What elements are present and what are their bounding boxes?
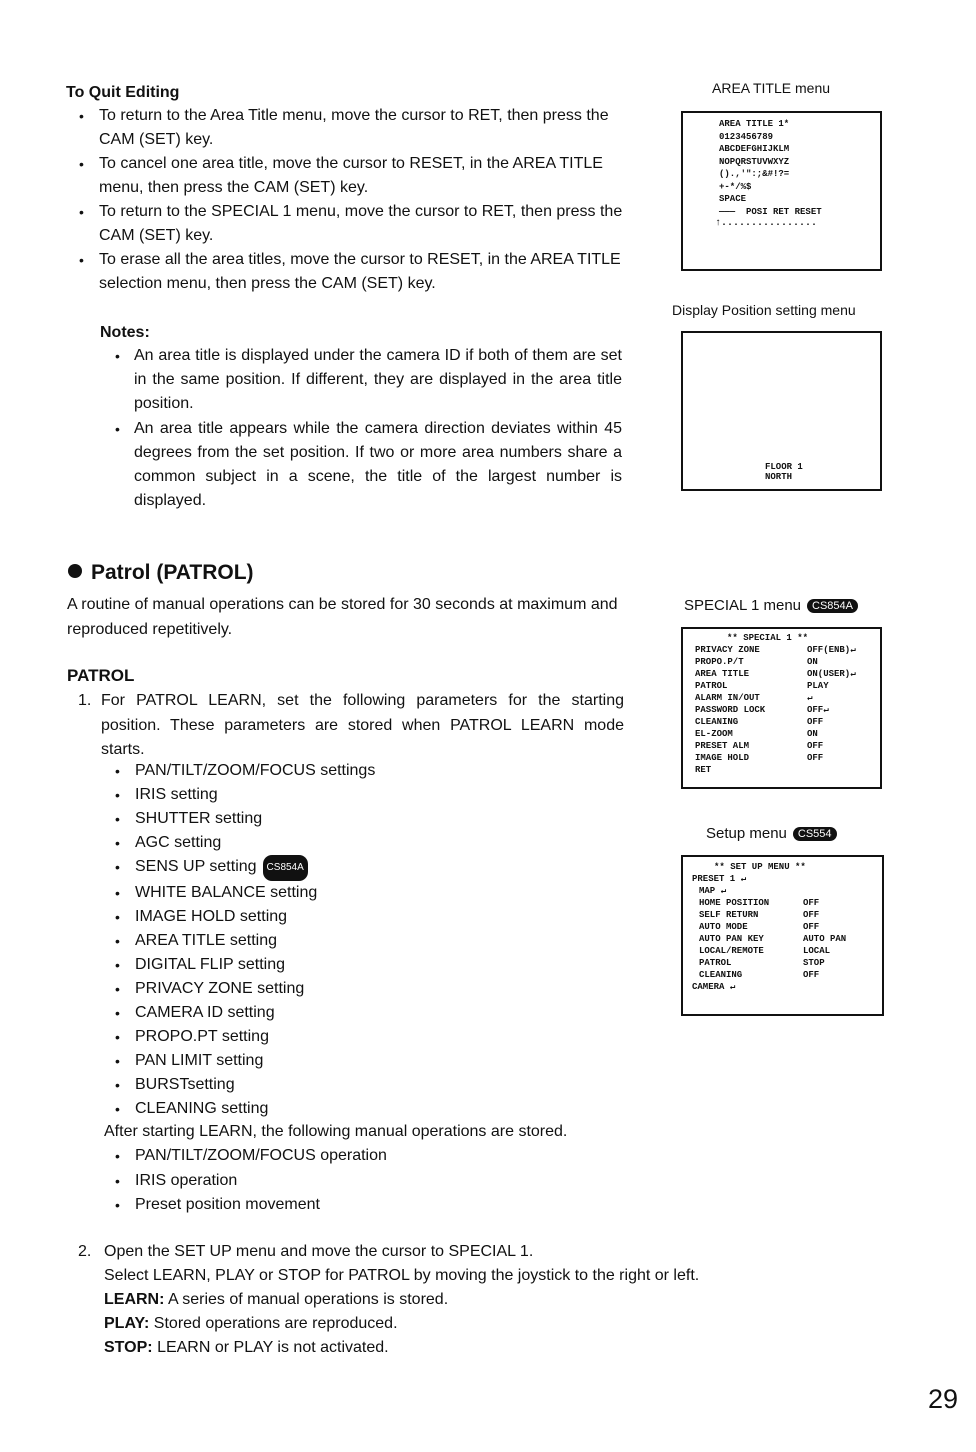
menu-row-value: STOP	[803, 958, 825, 969]
menu-row	[695, 692, 880, 704]
menu-row-value: ON(USER)↵	[807, 669, 856, 679]
area-title-menu-screen	[681, 111, 882, 271]
list-item: • An area title is displayed under the camera ID if both of them are set in the same position. If different, they are displayed in the area title position.	[134, 344, 622, 417]
menu-row-value: OFF	[803, 970, 820, 981]
quit-editing-heading: To Quit Editing	[66, 84, 180, 101]
learn-definition: LEARN: A series of manual operations is stored.	[104, 1291, 449, 1308]
patrol-heading: Patrol (PATROL)	[68, 561, 254, 585]
menu-row	[695, 644, 880, 656]
menu-row-label: AREA TITLE	[695, 669, 750, 679]
menu-row-value: OFF↵	[807, 705, 829, 715]
menu-row	[692, 969, 882, 981]
osd-line: ABCDEFGHIJKLM	[719, 144, 790, 154]
step-2	[78, 1240, 699, 1360]
menu-row	[692, 957, 882, 969]
list-item: • To cancel one area title, move the cursor to RESET, in the AREA TITLE menu, then press the CAM (SET) key.	[99, 152, 623, 200]
list-item: • Preset position movement	[135, 1193, 387, 1218]
menu-row-label: CAMERA ↵	[692, 982, 736, 993]
list-item: • WHITE BALANCE setting	[135, 881, 375, 905]
step-text: For PATROL LEARN, set the following parameters for the starting position. These parameters are stored when PATROL LEARN mode starts.	[101, 692, 624, 758]
menu-row-label: EL-ZOOM	[695, 729, 733, 739]
list-item: • PRIVACY ZONE setting	[135, 977, 375, 1001]
menu-row-value: LOCAL	[803, 946, 831, 957]
display-position-screen	[681, 331, 882, 491]
list-item: • CLEANING setting	[135, 1097, 375, 1121]
stored-operations-list	[135, 1144, 387, 1218]
menu-row-label: CLEANING	[699, 970, 743, 981]
menu-row	[692, 873, 882, 885]
patrol-subheading: PATROL	[67, 666, 135, 685]
special1-menu-screen	[681, 627, 882, 789]
patrol-params-list	[135, 759, 375, 1121]
menu-row-value: OFF	[807, 717, 824, 727]
menu-row-label: PATROL	[699, 958, 732, 969]
list-item: • DIGITAL FLIP setting	[135, 953, 375, 977]
menu-row-label: CLEANING	[695, 717, 739, 727]
step-number: 1.	[78, 692, 92, 709]
list-item: • To return to the Area Title menu, move the cursor to RET, then press the CAM (SET) key.	[99, 104, 623, 152]
osd-rows	[692, 873, 882, 993]
osd-line: SPACE	[719, 194, 747, 204]
list-item: • An area title appears while the camera direction deviates within 45 degrees from the set position. If two or more area numbers share a common subject in a scene, the title of the largest number is displayed.	[134, 417, 622, 514]
setup-menu-screen	[681, 855, 884, 1016]
menu-row-label: PROPO.P/T	[695, 657, 744, 667]
list-item: • PAN LIMIT setting	[135, 1049, 375, 1073]
osd-line: 0123456789	[719, 131, 774, 142]
step-number: 2.	[78, 1243, 92, 1260]
menu-row	[695, 716, 880, 728]
notes-heading: Notes:	[100, 324, 150, 341]
menu-row	[695, 740, 880, 752]
setup-caption: Setup menu CS554	[706, 825, 837, 842]
list-item: • IMAGE HOLD setting	[135, 905, 375, 929]
menu-row-value: OFF(ENB)↵	[807, 645, 856, 655]
menu-row-label: PRESET 1 ↵	[692, 874, 747, 885]
osd-title: ** SET UP MENU **	[714, 862, 806, 872]
step-line: Select LEARN, PLAY or STOP for PATROL by moving the joystick to the right or left.	[104, 1267, 700, 1284]
stop-definition: STOP: LEARN or PLAY is not activated.	[104, 1339, 389, 1356]
osd-line: ↑................	[715, 218, 818, 229]
list-item: • CAMERA ID setting	[135, 1001, 375, 1025]
menu-row-label: PASSWORD LOCK	[695, 705, 766, 715]
osd-line: +-*/%$	[719, 181, 752, 192]
model-badge: CS854A	[263, 855, 308, 881]
list-item: • PAN/TILT/ZOOM/FOCUS operation	[135, 1144, 387, 1169]
area-title-menu-caption: AREA TITLE menu	[712, 80, 831, 96]
patrol-intro: A routine of manual operations can be stored for 30 seconds at maximum and reproduced repetitively.	[67, 596, 618, 638]
menu-row	[695, 704, 880, 716]
osd-rows	[695, 644, 880, 776]
menu-row-label: AUTO MODE	[699, 922, 748, 933]
menu-row	[692, 981, 882, 993]
menu-row-label: LOCAL/REMOTE	[699, 946, 764, 957]
list-item: • AGC setting	[135, 831, 375, 855]
menu-row	[692, 921, 882, 933]
list-item: • IRIS setting	[135, 783, 375, 807]
bullet-dot-icon	[68, 564, 82, 578]
menu-row-label: SELF RETURN	[699, 910, 759, 921]
model-badge: CS854A	[807, 599, 858, 613]
menu-row-label: IMAGE HOLD	[695, 753, 750, 763]
osd-line: FLOOR 1	[765, 462, 803, 472]
menu-row	[692, 885, 882, 897]
osd-line: ().,'":;&#!?=	[719, 169, 790, 179]
play-definition: PLAY: Stored operations are reproduced.	[104, 1315, 398, 1332]
menu-row-label: PATROL	[695, 681, 728, 691]
osd-line: NORTH	[765, 472, 793, 482]
list-item: • AREA TITLE setting	[135, 929, 375, 953]
menu-row	[695, 668, 880, 680]
menu-row-label: RET	[695, 765, 712, 775]
osd-line: NOPQRSTUVWXYZ	[719, 156, 790, 167]
menu-row-value: OFF	[803, 910, 820, 921]
list-item: • PROPO.PT setting	[135, 1025, 375, 1049]
menu-row-value: OFF	[807, 753, 824, 763]
menu-row-label: ALARM IN/OUT	[695, 693, 760, 703]
menu-row	[692, 897, 882, 909]
list-item: • To erase all the area titles, move the cursor to RESET, in the AREA TITLE selection menu, then press the CAM (SET) key.	[99, 248, 623, 296]
menu-row	[695, 764, 880, 776]
menu-row-value: OFF	[807, 741, 824, 751]
list-item: • IRIS operation	[135, 1169, 387, 1194]
notes-list	[134, 344, 622, 513]
quit-editing-list	[99, 104, 623, 296]
osd-line: ――― POSI RET RESET	[719, 206, 822, 217]
list-item: • SHUTTER setting	[135, 807, 375, 831]
menu-row-value: ↵	[807, 693, 813, 703]
display-position-caption: Display Position setting menu	[672, 302, 856, 318]
menu-row-label: AUTO PAN KEY	[699, 934, 764, 945]
menu-row-value: ON	[807, 657, 818, 667]
menu-row	[695, 728, 880, 740]
menu-row	[695, 752, 880, 764]
menu-row-label: PRESET ALM	[695, 741, 750, 751]
step-1	[78, 689, 624, 763]
list-item: • SENS UP setting CS854A	[135, 855, 375, 881]
menu-row-value: OFF	[803, 922, 820, 933]
menu-row-label: HOME POSITION	[699, 898, 770, 909]
menu-row-label: MAP ↵	[699, 886, 727, 897]
menu-row	[695, 680, 880, 692]
after-learn-text: After starting LEARN, the following manual operations are stored.	[104, 1123, 568, 1140]
menu-row	[695, 656, 880, 668]
menu-row	[692, 909, 882, 921]
osd-title: ** SPECIAL 1 **	[727, 633, 809, 643]
menu-row-value: ON	[807, 729, 818, 739]
menu-row	[692, 933, 882, 945]
page-number: 29	[927, 1384, 958, 1414]
special1-caption: SPECIAL 1 menu CS854A	[684, 597, 858, 614]
menu-row-value: PLAY	[807, 681, 829, 691]
menu-row-value: OFF	[803, 898, 820, 909]
list-item: • PAN/TILT/ZOOM/FOCUS settings	[135, 759, 375, 783]
list-item: • To return to the SPECIAL 1 menu, move the cursor to RET, then press the CAM (SET) key.	[99, 200, 623, 248]
menu-row-label: PRIVACY ZONE	[695, 645, 760, 655]
list-item: • BURSTsetting	[135, 1073, 375, 1097]
menu-row-value: AUTO PAN	[803, 934, 847, 945]
osd-line: AREA TITLE 1*	[719, 119, 790, 129]
menu-row	[692, 945, 882, 957]
model-badge: CS554	[793, 827, 837, 841]
step-line: Open the SET UP menu and move the cursor to SPECIAL 1.	[104, 1243, 534, 1260]
